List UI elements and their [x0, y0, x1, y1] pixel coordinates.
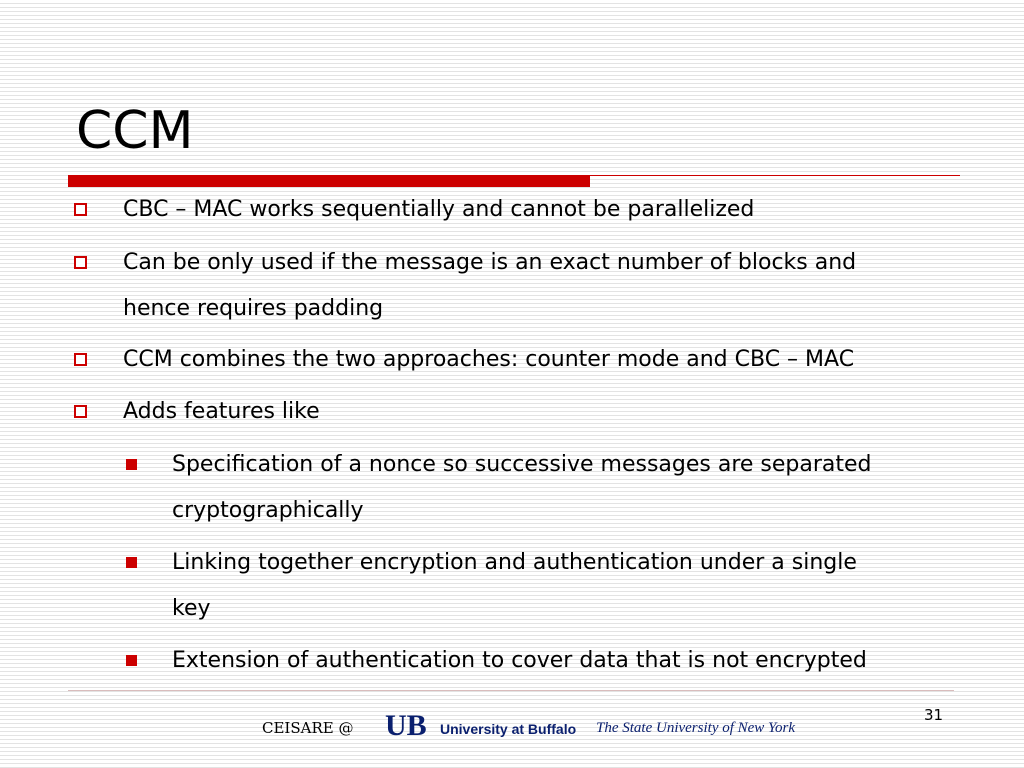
bullet-line: Linking together encryption and authentication under a single	[172, 550, 857, 575]
solid-square-bullet-icon	[126, 459, 137, 470]
hollow-square-bullet-icon	[74, 203, 87, 216]
footer-divider	[68, 690, 954, 691]
bullet-line: CCM combines the two approaches: counter mode and CBC – MAC	[123, 347, 855, 372]
hollow-square-bullet-icon	[74, 353, 87, 366]
university-name: University at Buffalo	[440, 721, 577, 737]
bullet-line: cryptographically	[172, 498, 364, 523]
bullet-item	[123, 240, 993, 332]
bullet-line: Specification of a nonce so successive messages are separated	[172, 452, 872, 477]
sub-bullet-item	[172, 540, 1002, 632]
university-subtitle: The State University of New York	[596, 720, 796, 736]
slide-title: CCM	[76, 101, 194, 161]
solid-square-bullet-icon	[126, 557, 137, 568]
page-number: 31	[924, 706, 944, 724]
sub-bullet-item	[172, 638, 1002, 684]
solid-square-bullet-icon	[126, 655, 137, 666]
bullet-item	[123, 337, 993, 383]
bullet-line: key	[172, 596, 211, 621]
bullet-line: Extension of authentication to cover data that is not encrypted	[172, 648, 867, 673]
hollow-square-bullet-icon	[74, 256, 87, 269]
bullet-line: hence requires padding	[123, 296, 384, 321]
bullet-line: Adds features like	[123, 399, 320, 424]
logo-text: UB	[385, 709, 427, 740]
bullet-item	[123, 389, 993, 435]
hollow-square-bullet-icon	[74, 405, 87, 418]
sub-bullet-item	[172, 442, 1002, 534]
bullet-line: Can be only used if the message is an exact number of blocks and	[123, 250, 857, 275]
university-logo-icon	[384, 708, 434, 740]
footer-label: CEISARE @	[262, 719, 354, 737]
bullet-item	[123, 187, 993, 233]
bullet-line: CBC – MAC works sequentially and cannot be parallelized	[123, 197, 755, 222]
